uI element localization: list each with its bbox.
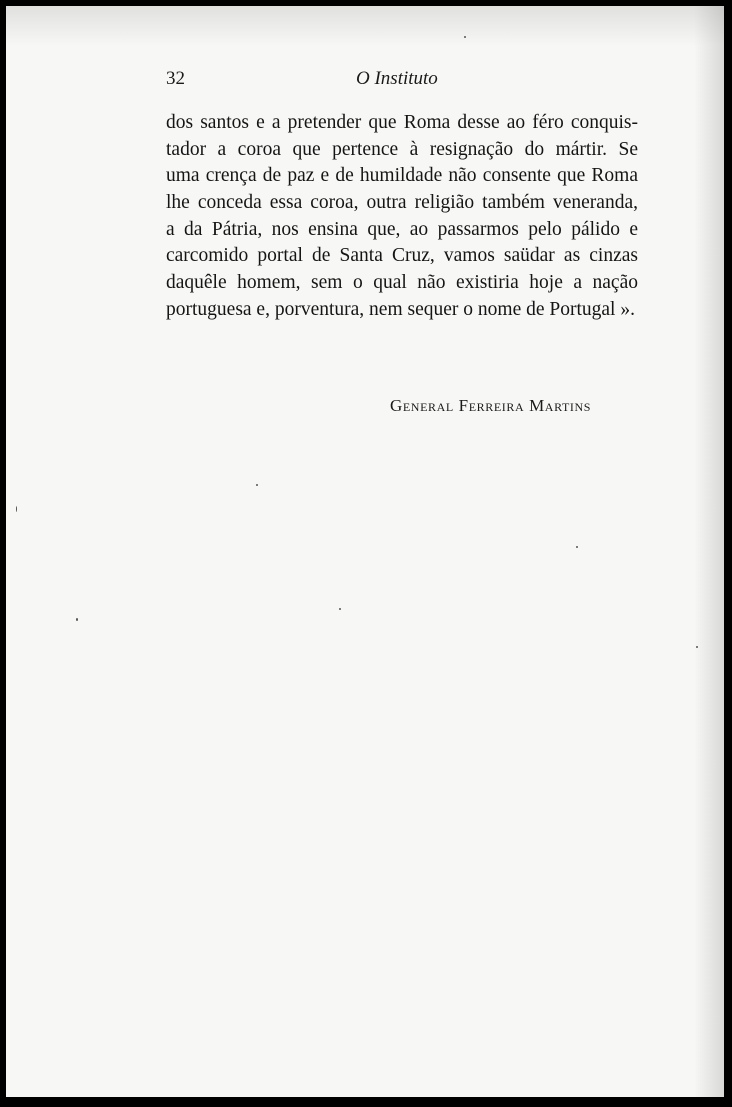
- author-signature: General Ferreira Martins: [390, 396, 592, 415]
- running-head: [166, 66, 638, 96]
- body-paragraph: [166, 110, 638, 324]
- running-title: O Instituto: [356, 68, 438, 89]
- scan-speck: [576, 546, 578, 548]
- text-line: a da Pátria, nos ensina que, ao passarmos pelo pálido e: [166, 218, 638, 240]
- scan-speck: [76, 618, 78, 621]
- scanned-page: [6, 6, 724, 1097]
- text-line: dos santos e a pretender que Roma desse ao féro conquis-: [166, 112, 638, 133]
- scan-speck: [16, 506, 17, 512]
- page-number: 32: [166, 68, 185, 89]
- text-line: lhe conceda essa coroa, outra religião também veneranda,: [166, 192, 638, 214]
- text-line: portuguesa e, porventura, nem sequer o nome de Portugal ».: [166, 298, 635, 320]
- text-line: uma crença de paz e de humildade não consente que Roma: [166, 165, 638, 187]
- text-line: tador a coroa que pertence à resignação do mártir. Se: [166, 138, 638, 160]
- text-line: daquêle homem, sem o qual não existiria hoje a nação: [166, 272, 638, 294]
- text-line: carcomido portal de Santa Cruz, vamos saüdar as cinzas: [166, 245, 638, 267]
- page-edge-shadow-right: [694, 6, 724, 1097]
- scan-speck: [256, 484, 258, 486]
- scan-speck: [339, 608, 341, 610]
- scan-speck: [464, 36, 466, 38]
- scan-speck: [696, 646, 698, 648]
- page-edge-shadow-top: [6, 6, 724, 46]
